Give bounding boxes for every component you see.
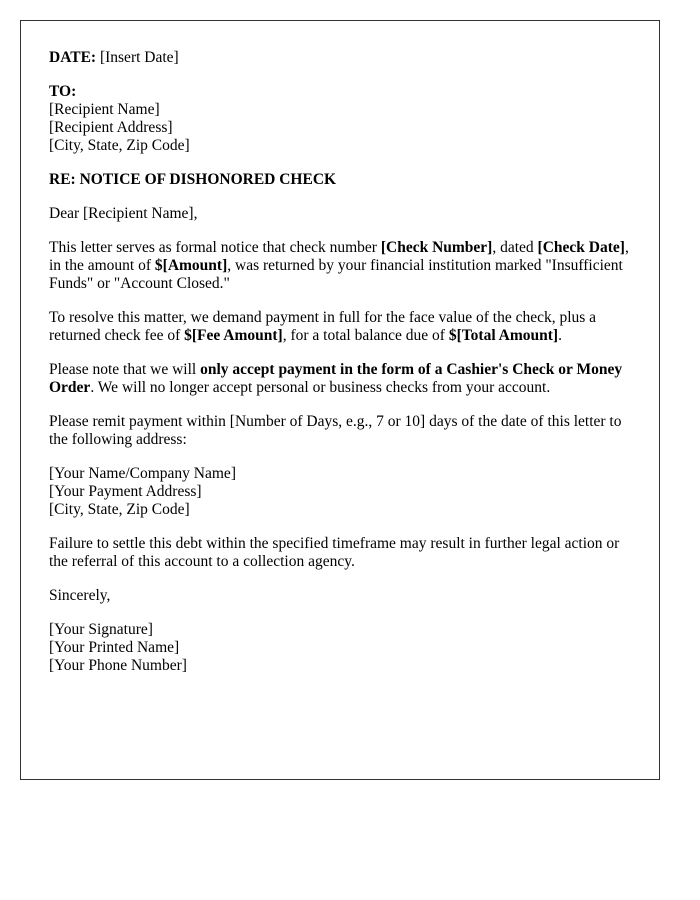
to-label: TO: (49, 83, 77, 100)
payment-method-emphasis: only accept payment in the form of a Cashier's Check or Money Order (49, 361, 623, 396)
paragraph-consequences: Failure to settle this debt within the specified timeframe may result in further legal action or the referral of this account to a collection agency. (49, 535, 620, 570)
printed-name-placeholder: [Your Printed Name] (49, 639, 180, 656)
date-value: [Insert Date] (96, 49, 179, 66)
paragraph-demand-text-1: To resolve this matter, we demand payment in full for the face value of the check, plus a returned check fee of (49, 309, 597, 344)
remit-address-block (49, 465, 631, 519)
remit-city-state-zip: [City, State, Zip Code] (49, 501, 190, 518)
paragraph-notice-text-1: This letter serves as formal notice that check number (49, 239, 381, 256)
paragraph-payment-method-text-1: Please note that we will (49, 361, 201, 378)
phone-number-placeholder: [Your Phone Number] (49, 657, 187, 674)
paragraph-notice-text-4: , was returned by your financial institution marked "Insufficient Funds" or "Account Closed." (49, 257, 623, 292)
paragraph-demand-text-2: , for a total balance due of (282, 327, 449, 344)
paragraph-notice-text-2: , dated (492, 239, 538, 256)
check-number-placeholder: [Check Number] (380, 239, 493, 256)
paragraph-notice (49, 239, 631, 293)
recipient-name: [Recipient Name] (49, 101, 160, 118)
check-date-placeholder: [Check Date] (537, 239, 625, 256)
signature-placeholder: [Your Signature] (49, 621, 153, 638)
recipient-city-state-zip: [City, State, Zip Code] (49, 137, 190, 154)
paragraph-payment-method-text-2: . We will no longer accept personal or business checks from your account. (90, 379, 551, 396)
paragraph-demand (49, 309, 631, 345)
recipient-address: [Recipient Address] (49, 119, 173, 136)
remit-payment-address: [Your Payment Address] (49, 483, 202, 500)
amount-placeholder: $[Amount] (154, 257, 228, 274)
paragraph-remit: Please remit payment within [Number of Days, e.g., 7 or 10] days of the date of this letter to the following address: (49, 413, 622, 448)
date-label: DATE: (49, 49, 97, 66)
paragraph-payment-method (49, 361, 631, 397)
letter-page (20, 20, 660, 780)
signature-block (49, 621, 631, 675)
recipient-block (49, 83, 631, 155)
subject-text: RE: NOTICE OF DISHONORED CHECK (49, 171, 337, 188)
salutation: Dear [Recipient Name], (49, 205, 198, 222)
date-line (49, 49, 631, 67)
remit-company-name: [Your Name/Company Name] (49, 465, 236, 482)
closing: Sincerely, (49, 587, 111, 604)
paragraph-demand-text-3: . (558, 327, 562, 344)
total-amount-placeholder: $[Total Amount] (448, 327, 559, 344)
paragraph-notice-text-3: , in the amount of (49, 239, 629, 274)
subject-line (49, 171, 631, 189)
fee-amount-placeholder: $[Fee Amount] (184, 327, 283, 344)
